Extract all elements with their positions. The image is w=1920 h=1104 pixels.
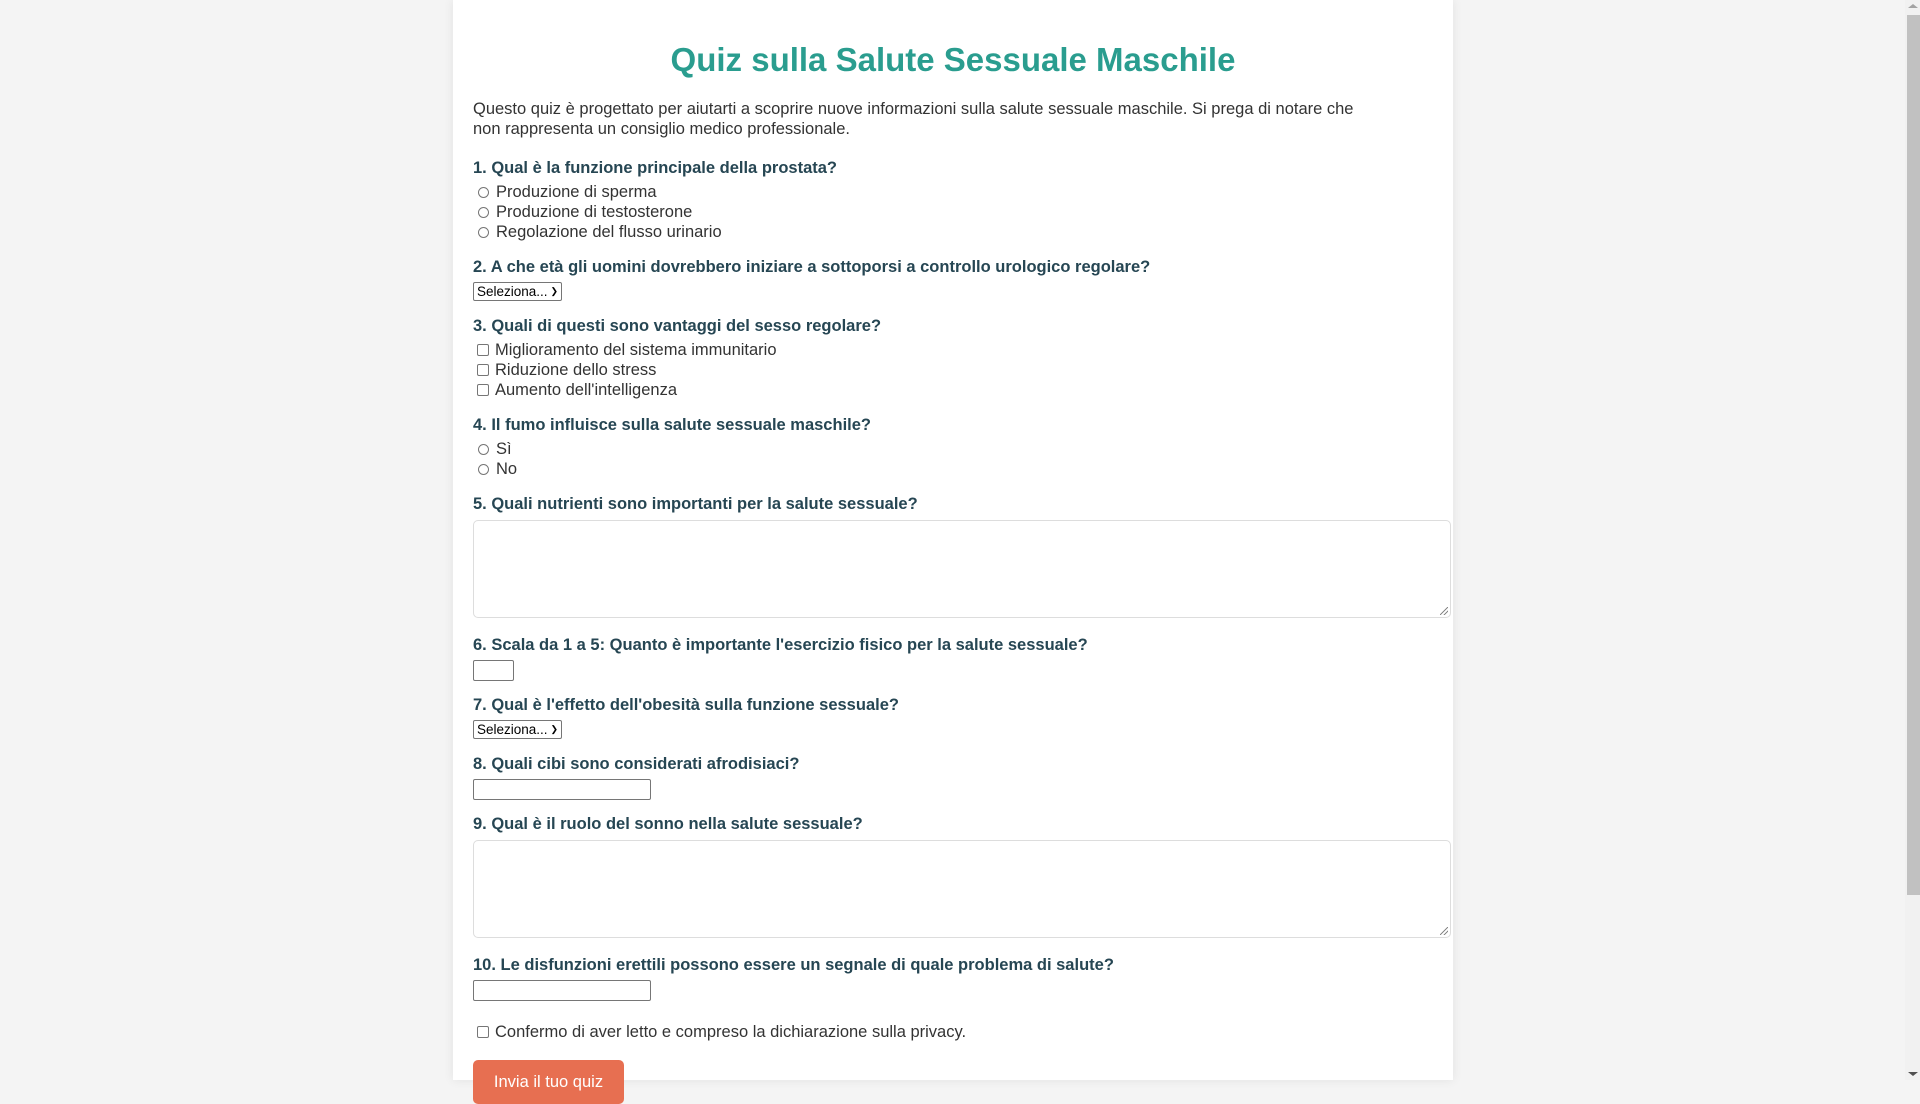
scroll-down-arrow-icon[interactable] [1908, 1072, 1918, 1076]
quiz-card [453, 0, 1453, 1091]
checkbox[interactable] [477, 364, 489, 376]
q3-option-2[interactable] [473, 360, 1433, 380]
q1-option-1[interactable] [473, 182, 1433, 202]
checkbox[interactable] [477, 384, 489, 396]
question-8-label: 8. Quali cibi sono considerati afrodisiaci? [473, 755, 800, 773]
option-label: Miglioramento del sistema immunitario [495, 340, 777, 359]
question-7-label: 7. Qual è l'effetto dell'obesità sulla funzione sessuale? [473, 696, 899, 714]
select-value: Seleziona... [477, 722, 548, 737]
option-label: Produzione di testosterone [496, 202, 693, 221]
chevron-down-icon: ❯ [550, 724, 559, 734]
option-label: Produzione di sperma [496, 182, 657, 201]
resize-handle-icon[interactable] [1440, 927, 1448, 935]
question-4-label: 4. Il fumo influisce sulla salute sessuale maschile? [473, 416, 871, 434]
q7-obesity-select[interactable] [473, 720, 562, 739]
question-8 [473, 754, 1433, 800]
checkbox[interactable] [477, 344, 489, 356]
q2-age-select[interactable] [473, 282, 562, 301]
privacy-consent[interactable] [473, 1022, 966, 1042]
q1-option-2[interactable] [473, 202, 1433, 222]
question-4 [473, 415, 1433, 479]
question-1 [473, 158, 1433, 242]
option-label: Riduzione dello stress [495, 360, 657, 379]
q10-health-problem-input[interactable] [473, 980, 651, 1001]
question-3-label: 3. Quali di questi sono vantaggi del sesso regolare? [473, 317, 882, 335]
option-label: Aumento dell'intelligenza [495, 380, 678, 399]
question-3 [473, 316, 1433, 400]
question-7 [473, 695, 1433, 739]
q9-sleep-textarea[interactable] [473, 840, 1451, 938]
option-label: No [496, 459, 518, 478]
select-value: Seleziona... [477, 284, 548, 299]
privacy-label: Confermo di aver letto e compreso la dichiarazione sulla privacy. [495, 1022, 967, 1041]
scroll-up-arrow-icon[interactable] [1908, 4, 1918, 8]
q4-option-yes[interactable] [473, 439, 1433, 459]
q6-scale-number-input[interactable] [473, 660, 514, 681]
radio-button[interactable] [478, 444, 489, 455]
question-10-label: 10. Le disfunzioni erettili possono essere un segnale di quale problema di salute? [473, 956, 1114, 974]
question-5-label: 5. Quali nutrienti sono importanti per la salute sessuale? [473, 495, 918, 513]
submit-button[interactable]: Invia il tuo quiz [473, 1060, 624, 1104]
q8-aphrodisiac-input[interactable] [473, 779, 651, 800]
option-label: Sì [496, 439, 512, 458]
intro-text: Questo quiz è progettato per aiutarti a scoprire nuove informazioni sulla salute sessuale maschile. Si prega di notare che non rappresenta un consiglio medico professionale. [473, 100, 1354, 138]
radio-button[interactable] [478, 207, 489, 218]
q5-nutrients-textarea[interactable] [473, 520, 1451, 618]
question-2-label: 2. A che età gli uomini dovrebbero iniziare a sottoporsi a controllo urologico regolare? [473, 258, 1151, 276]
radio-button[interactable] [478, 464, 489, 475]
question-1-label: 1. Qual è la funzione principale della prostata? [473, 159, 837, 177]
question-6 [473, 635, 1433, 681]
privacy-checkbox[interactable] [477, 1026, 489, 1038]
radio-button[interactable] [478, 227, 489, 238]
q4-option-no[interactable] [473, 459, 1433, 479]
scrollbar-thumb[interactable] [1907, 15, 1920, 895]
question-9 [473, 814, 1433, 938]
question-10 [473, 955, 1433, 1001]
question-6-label: 6. Scala da 1 a 5: Quanto è importante l'esercizio fisico per la salute sessuale? [473, 636, 1088, 654]
chevron-down-icon: ❯ [550, 286, 559, 296]
question-5 [473, 494, 1433, 618]
page-scrollbar[interactable] [1905, 0, 1920, 1080]
q1-option-3[interactable] [473, 222, 1433, 242]
option-label: Regolazione del flusso urinario [496, 222, 722, 241]
page-title: Quiz sulla Salute Sessuale Maschile [670, 41, 1236, 78]
question-2 [473, 257, 1433, 301]
resize-handle-icon[interactable] [1440, 607, 1448, 615]
radio-button[interactable] [478, 187, 489, 198]
q3-option-3[interactable] [473, 380, 1433, 400]
q3-option-1[interactable] [473, 340, 1433, 360]
question-9-label: 9. Qual è il ruolo del sonno nella salute sessuale? [473, 815, 863, 833]
